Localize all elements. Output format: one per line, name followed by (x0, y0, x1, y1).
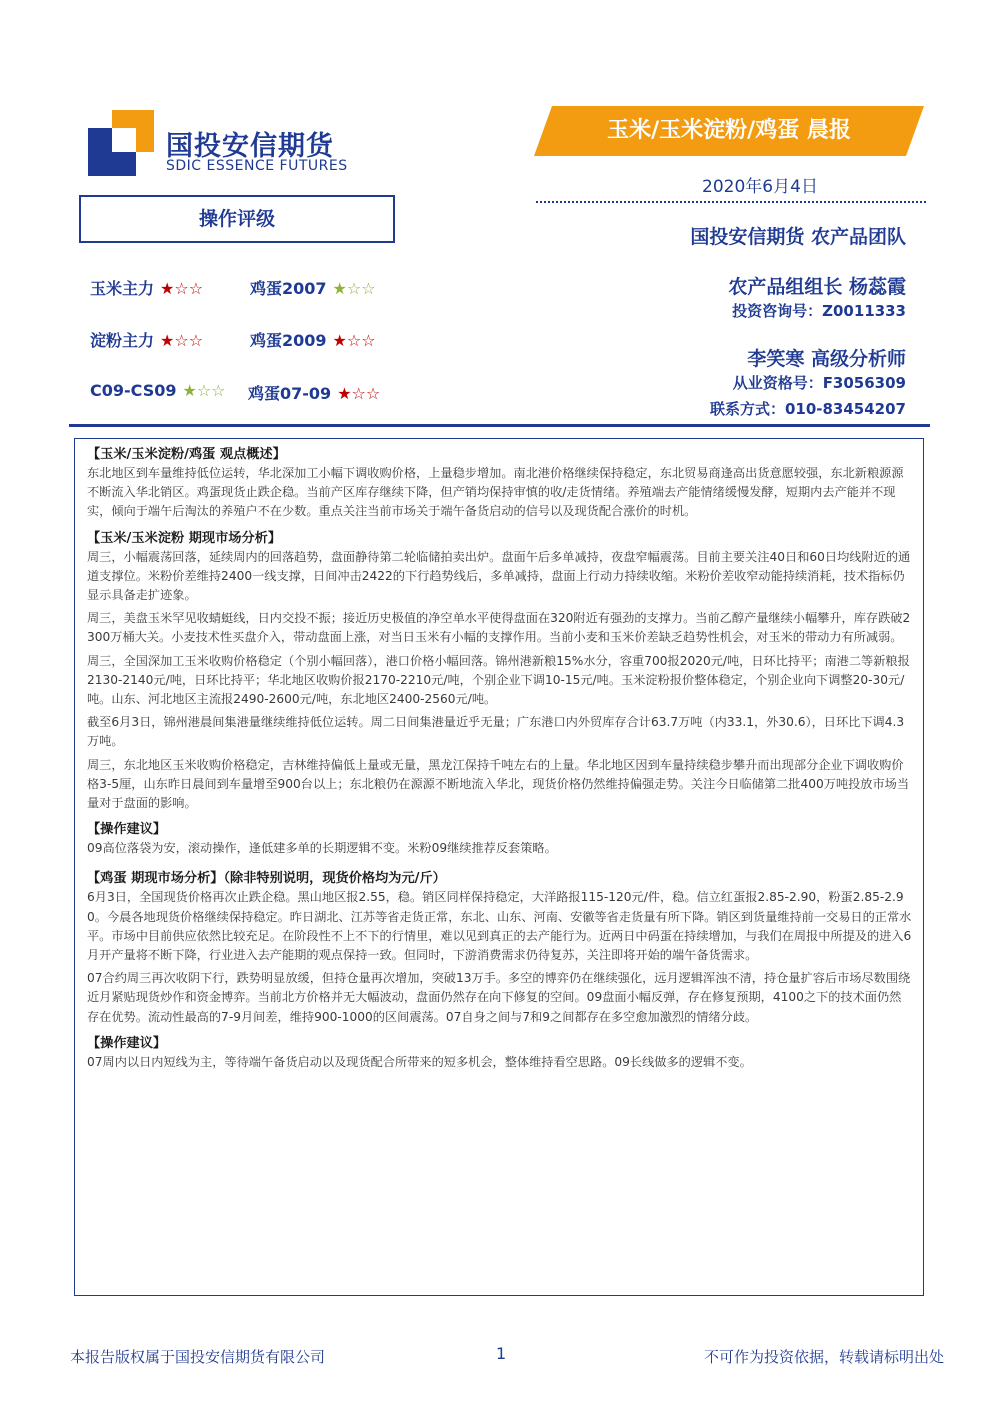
rating-item (250, 276, 376, 299)
section-title-corn-analysis: 【玉米/玉米淀粉 期现市场分析】 (87, 530, 282, 546)
rating-item (248, 381, 380, 404)
company-name-en: SDIC ESSENCE FUTURES (166, 158, 348, 174)
star-rating-icon: ★☆☆ (332, 331, 376, 350)
rating-item (90, 276, 203, 299)
page-number: 1 (496, 1344, 507, 1363)
paragraph: 截至6月3日，锦州港晨间集港量继续维持低位运转。周二日间集港量近乎无量；广东港口内外贸库存合计63.7万吨（内33.1，外30.6），日环比下调4.3万吨。 (87, 715, 905, 749)
leader-name: 农产品组组长 杨蕊霞 (728, 276, 906, 298)
section-title-corn-advice: 【操作建议】 (87, 822, 167, 838)
rating-label: C09-CS09 (90, 381, 177, 400)
company-name-cn: 国投安信期货 (166, 131, 334, 162)
team-name: 国投安信期货 农产品团队 (690, 226, 906, 248)
paragraph: 周三，美盘玉米罕见收蜻蜓线，日内交投不振；接近历史极值的净空单水平使得盘面在320附近有强劲的支撑力。当前乙醇产量继续小幅攀升，库存跌破2300万桶大关。小麦技术性买盘介入，带动盘面上涨，对当日玉米有小幅的支撑作用。当前小麦和玉米价差缺乏趋势性机会，对玉米的带动力有所减弱。 (87, 611, 911, 645)
dotted-divider (536, 201, 926, 203)
paragraph: 东北地区到车量维持低位运转，华北深加工小幅下调收购价格，上量稳步增加。南北港价格继续保持稳定，东北贸易商逢高出货意愿较强，东北新粮源源不断流入华北销区。鸡蛋现货止跌企稳。当前产区库存继续下降，但产销均保持审慎的收/走货情绪。养殖端去产能情绪缓慢发酵，短期内去产能并不现实，倾向于端午后淘汰的养殖户不在少数。重点关注当前市场关于端午备货启动的信号以及现货配合涨价的时机。 (87, 466, 904, 519)
rating-label: 鸡蛋2009 (250, 331, 327, 350)
report-body (74, 438, 924, 1296)
star-rating-icon: ★☆☆ (160, 279, 204, 298)
paragraph: 09高位落袋为安，滚动操作，逢低建多单的长期逻辑不变。米粉09继续推荐反套策略。 (87, 841, 557, 856)
star-rating-icon: ★☆☆ (160, 331, 204, 350)
rating-title: 操作评级 (79, 195, 395, 243)
paragraph: 07合约周三再次收阴下行，跌势明显放缓，但持仓量再次增加，突破13万手。多空的博弈仍在继续强化，远月逻辑浑浊不清，持仓量扩容后市场尽数围绕近月紧贴现货炒作和资金博弈。当前北方价格并无大幅波动，盘面仍然存在向下修复的空间。09盘面小幅反弹，存在修复预期，4100之下的技术面仍然存在优势。流动性最高的7-9月间差，维持900-1000的区间震荡。07自身之间与7和9之间都存在多空愈加激烈的情绪分歧。 (87, 971, 911, 1024)
rating-item (90, 328, 203, 351)
footer-copyright: 本报告版权属于国投安信期货有限公司 (70, 1348, 326, 1366)
company-logo-icon (88, 110, 154, 176)
rating-item (90, 381, 226, 400)
star-rating-icon: ★☆☆ (182, 381, 226, 400)
rating-label: 玉米主力 (90, 279, 155, 298)
rating-label: 鸡蛋2007 (250, 279, 327, 298)
rating-label: 淀粉主力 (90, 331, 155, 350)
paragraph: 周三，东北地区玉米收购价格稳定，吉林维持偏低上量或无量，黑龙江保持千吨左右的上量。华北地区因到车量持续稳步攀升而出现部分企业下调收购价格3-5厘，山东昨日晨间到车量增至900台以上；东北粮仍在源源不断地流入华北，现货价格仍然维持偏强走势。关注今日临储第二批400万吨投放市场当量对于盘面的影响。 (87, 757, 910, 811)
analyst-license: 从业资格号：F3056309 (732, 374, 906, 392)
star-rating-icon: ★☆☆ (332, 279, 376, 298)
paragraph: 07周内以日内短线为主，等待端午备货启动以及现货配合所带来的短多机会，整体维持看空思路。09长线做多的逻辑不变。 (87, 1054, 752, 1069)
analyst-contact: 联系方式：010-83454207 (709, 400, 906, 418)
header-divider (69, 424, 930, 427)
report-title: 玉米/玉米淀粉/鸡蛋 晨报 (607, 118, 851, 143)
footer-disclaimer: 不可作为投资依据，转载请标明出处 (703, 1348, 944, 1366)
rating-label: 鸡蛋07-09 (248, 384, 332, 403)
report-date: 2020年6月4日 (702, 177, 818, 197)
section-title-egg-advice: 【操作建议】 (87, 1035, 167, 1051)
analyst-name: 李笑寒 高级分析师 (747, 348, 906, 370)
star-rating-icon: ★☆☆ (337, 384, 381, 403)
paragraph: 周三，全国深加工玉米收购价格稳定（个别小幅回落），港口价格小幅回落。锦州港新粮15%水分，容重700报2020元/吨，日环比持平；南港二等新粮报2130-2140元/吨，日环比持平；华北地区收购价报2170-2210元/吨，个别企业下调10-15元/吨。玉米淀粉报价整体稳定，个别企业向下调整20-30元/吨。山东、河北地区主流报2490-2600元/吨，东北地区2400-2560元/吨。 (87, 653, 910, 707)
rating-item (250, 328, 376, 351)
paragraph: 周三，小幅震荡回落，延续周内的回落趋势，盘面静待第二轮临储拍卖出炉。盘面午后多单减持，夜盘窄幅震荡。目前主要关注40日和60日均线附近的通道支撑位。米粉价差维持2400一线支撑，日间冲击2422的下行趋势线后，多单减持，盘面上行动力持续收缩。米粉价差收窄动能持续消耗，技术指标仍显示具备走扩迹象。 (87, 549, 911, 603)
paragraph: 6月3日，全国现货价格再次止跌企稳。黑山地区报2.55，稳。销区同样保持稳定，大洋路报115-120元/件，稳。信立红蛋报2.85-2.90，粉蛋2.85-2.90。今晨各地现货价格继续保持稳定。昨日湖北、江苏等省走货正常，东北、山东、河南、安徽等省走货量有所下降。销区到货量维持前一交易日的正常水平。市场中目前供应依然比较充足。在阶段性不上不下的行情里，难以见到真正的去产能行为。近两日中码蛋在持续增加，与我们在周报中所提及的进入6月开产量将不断下降，行业进入去产能期的观点保持一致。但同时，下游消费需求仍待复苏，关注即将开始的端午备货需求。 (87, 890, 912, 963)
leader-license: 投资咨询号：Z0011333 (732, 302, 906, 320)
section-title-egg-analysis: 【鸡蛋 期现市场分析】（除非特别说明，现货价格均为元/斤） (87, 871, 446, 887)
section-title-overview: 【玉米/玉米淀粉/鸡蛋 观点概述】 (87, 447, 286, 462)
